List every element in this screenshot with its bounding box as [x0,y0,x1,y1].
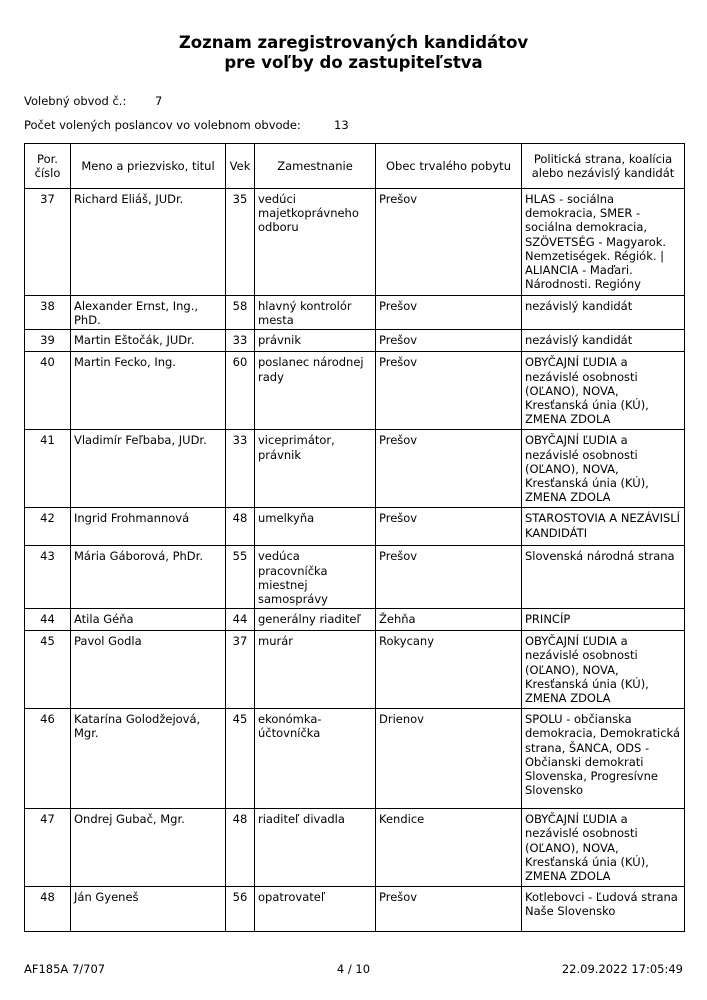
candidate-residence: Prešov [376,330,522,352]
candidate-party: PRINCÍP [522,609,685,631]
candidate-occupation: generálny riaditeľ [255,609,376,631]
candidate-age: 33 [226,330,255,352]
candidate-occupation: ekonómka-účtovníčka [255,709,376,809]
candidate-residence: Prešov [376,887,522,932]
header-city: Obec trvalého pobytu [376,144,522,189]
table-row [25,352,685,430]
header-age: Vek [226,144,255,189]
candidate-residence: Drienov [376,709,522,809]
table-row [25,709,685,809]
candidate-residence: Prešov [376,546,522,609]
candidate-occupation: opatrovateľ [255,887,376,932]
footer-page: 4 / 10 [336,962,371,976]
district-value: 7 [155,94,163,108]
row-number: 42 [25,508,71,546]
table-row [25,809,685,887]
candidate-age: 33 [226,430,255,508]
candidate-occupation: poslanec národnej rady [255,352,376,430]
row-number: 43 [25,546,71,609]
row-number: 39 [25,330,71,352]
candidate-age: 45 [226,709,255,809]
row-number: 38 [25,296,71,330]
table-row [25,189,685,296]
candidate-occupation: viceprimátor, právnik [255,430,376,508]
candidate-occupation: vedúci majetkoprávneho odboru [255,189,376,296]
candidate-residence: Prešov [376,296,522,330]
footer-datetime: 22.09.2022 17:05:49 [561,962,683,976]
table-row [25,887,685,932]
candidate-party: OBYČAJNÍ ĽUDIA a nezávislé osobnosti (OĽANO), NOVA, Kresťanská únia (KÚ), ZMENA ZDOLA [522,631,685,709]
candidate-name: Martin Eštočák, JUDr. [71,330,226,352]
candidate-party: Slovenská národná strana [522,546,685,609]
candidate-age: 55 [226,546,255,609]
table-row [25,430,685,508]
candidate-name: Alexander Ernst, Ing., PhD. [71,296,226,330]
candidate-residence: Prešov [376,352,522,430]
candidate-occupation: umelkyňa [255,508,376,546]
candidate-party: Kotlebovci - Ľudová strana Naše Slovensko [522,887,685,932]
candidate-age: 60 [226,352,255,430]
candidate-residence: Kendice [376,809,522,887]
candidate-party: OBYČAJNÍ ĽUDIA a nezávislé osobnosti (OĽANO), NOVA, Kresťanská únia (KÚ), ZMENA ZDOLA [522,809,685,887]
row-number: 40 [25,352,71,430]
row-number: 44 [25,609,71,631]
candidate-occupation: riaditeľ divadla [255,809,376,887]
table-row [25,609,685,631]
district-label: Volebný obvod č.: [24,94,127,108]
candidate-residence: Rokycany [376,631,522,709]
candidate-party: nezávislý kandidát [522,330,685,352]
table-row [25,631,685,709]
page-subtitle: pre voľby do zastupiteľstva [224,53,483,72]
header-name: Meno a priezvisko, titul [71,144,226,189]
candidate-name: Katarína Golodžejová, Mgr. [71,709,226,809]
row-number: 46 [25,709,71,809]
seats-label: Počet volených poslancov vo volebnom obvode: [24,118,301,132]
candidate-name: Richard Eliáš, JUDr. [71,189,226,296]
candidates-table [24,143,685,932]
candidate-age: 44 [226,609,255,631]
candidate-name: Ingrid Frohmannová [71,508,226,546]
table-row [25,296,685,330]
candidate-age: 48 [226,809,255,887]
candidate-name: Ján Gyeneš [71,887,226,932]
row-number: 48 [25,887,71,932]
table-row [25,330,685,352]
table-header-row [25,144,685,189]
candidate-party: OBYČAJNÍ ĽUDIA a nezávislé osobnosti (OĽANO), NOVA, Kresťanská únia (KÚ), ZMENA ZDOLA [522,352,685,430]
candidate-age: 58 [226,296,255,330]
candidate-party: HLAS - sociálna demokracia, SMER - sociálna demokracia, SZÖVETSÉG - Magyarok. Nemzetiségek. Régiók. | ALIANCIA - Maďari. Národnosti. Regióny [522,189,685,296]
candidate-residence: Prešov [376,430,522,508]
candidate-age: 48 [226,508,255,546]
candidate-occupation: právnik [255,330,376,352]
row-number: 47 [25,809,71,887]
candidate-residence: Žehňa [376,609,522,631]
candidate-party: OBYČAJNÍ ĽUDIA a nezávislé osobnosti (OĽANO), NOVA, Kresťanská únia (KÚ), ZMENA ZDOLA [522,430,685,508]
candidate-residence: Prešov [376,189,522,296]
candidate-name: Ondrej Gubač, Mgr. [71,809,226,887]
row-number: 37 [25,189,71,296]
table-row [25,546,685,609]
candidate-party: STAROSTOVIA A NEZÁVISLÍ KANDIDÁTI [522,508,685,546]
candidate-name: Mária Gáborová, PhDr. [71,546,226,609]
page-title: Zoznam zaregistrovaných kandidátov [178,33,529,52]
candidate-party: nezávislý kandidát [522,296,685,330]
candidate-party: SPOLU - občianska demokracia, Demokratická strana, ŠANCA, ODS - Občianski demokrati Slovenska, Progresívne Slovensko [522,709,685,809]
candidate-name: Atila Géňa [71,609,226,631]
table-row [25,508,685,546]
candidate-age: 56 [226,887,255,932]
candidate-age: 37 [226,631,255,709]
row-number: 45 [25,631,71,709]
header-party: Politická strana, koalícia alebo nezávislý kandidát [522,144,685,189]
row-number: 41 [25,430,71,508]
header-num: Por. číslo [25,144,71,189]
candidate-occupation: hlavný kontrolór mesta [255,296,376,330]
candidate-name: Vladimír Feľbaba, JUDr. [71,430,226,508]
candidate-name: Pavol Godla [71,631,226,709]
candidate-age: 35 [226,189,255,296]
seats-value: 13 [334,118,349,132]
header-job: Zamestnanie [255,144,376,189]
candidate-occupation: vedúca pracovníčka miestnej samosprávy [255,546,376,609]
candidate-name: Martin Fecko, Ing. [71,352,226,430]
candidate-occupation: murár [255,631,376,709]
candidate-residence: Prešov [376,508,522,546]
footer-code: AF185A 7/707 [24,962,106,976]
